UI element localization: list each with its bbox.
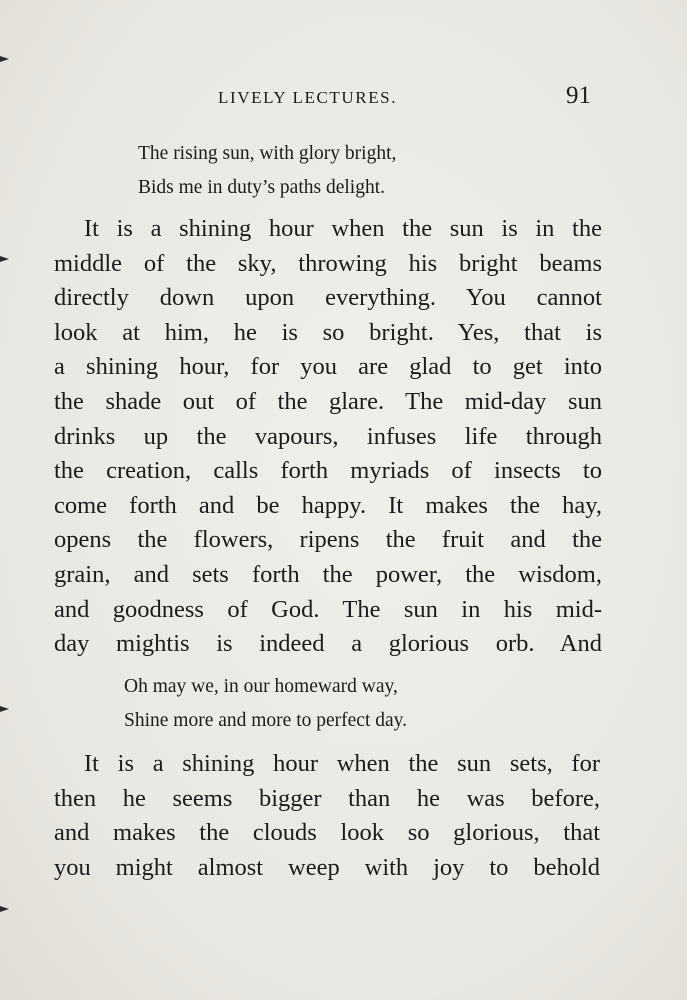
text-line: look at him, he is so bright. Yes, that is: [54, 318, 602, 346]
text-line: you might almost weep with joy to behold: [54, 853, 600, 881]
paragraph-1: [54, 212, 602, 662]
margin-mark: [0, 906, 9, 912]
running-head: LIVELY LECTURES.: [218, 88, 398, 107]
page-header: [0, 82, 687, 112]
text-line: the shade out of the glare. The mid-day sun: [54, 387, 602, 415]
text-line: It is a shining hour when the sun is in the: [84, 215, 602, 242]
text-line: come forth and be happy. It makes the hay,: [54, 491, 602, 519]
verse-line: The rising sun, with glory bright,: [138, 143, 397, 164]
text-line: It is a shining hour when the sun sets, for: [84, 750, 600, 777]
margin-mark: [0, 706, 9, 712]
paragraph-2: [54, 747, 600, 885]
text-line: then he seems bigger than he was before,: [54, 784, 600, 812]
verse-line: Oh may we, in our homeward way,: [124, 676, 398, 697]
text-line: drinks up the vapours, infuses life through: [54, 422, 602, 450]
verse-couplet-1: [138, 137, 396, 205]
text-line: and goodness of God. The sun in his mid-: [54, 595, 602, 623]
text-line: and makes the clouds look so glorious, that: [54, 819, 600, 847]
verse-line: Shine more and more to perfect day.: [124, 710, 408, 731]
verse-couplet-2: [124, 670, 407, 738]
text-line: day mightis is indeed a glorious orb. And: [54, 630, 602, 658]
margin-mark: [0, 256, 9, 262]
verse-line: Bids me in duty’s paths delight.: [138, 177, 385, 198]
text-line: directly down upon everything. You cannot: [54, 284, 602, 312]
text-line: opens the flowers, ripens the fruit and the: [54, 526, 602, 554]
text-line: middle of the sky, throwing his bright beams: [54, 249, 602, 277]
page-number: 91: [566, 82, 591, 109]
margin-mark: [0, 56, 9, 62]
text-line: grain, and sets forth the power, the wisdom,: [54, 560, 602, 588]
text-line: the creation, calls forth myriads of insects to: [54, 457, 602, 485]
text-line: a shining hour, for you are glad to get into: [54, 353, 602, 381]
